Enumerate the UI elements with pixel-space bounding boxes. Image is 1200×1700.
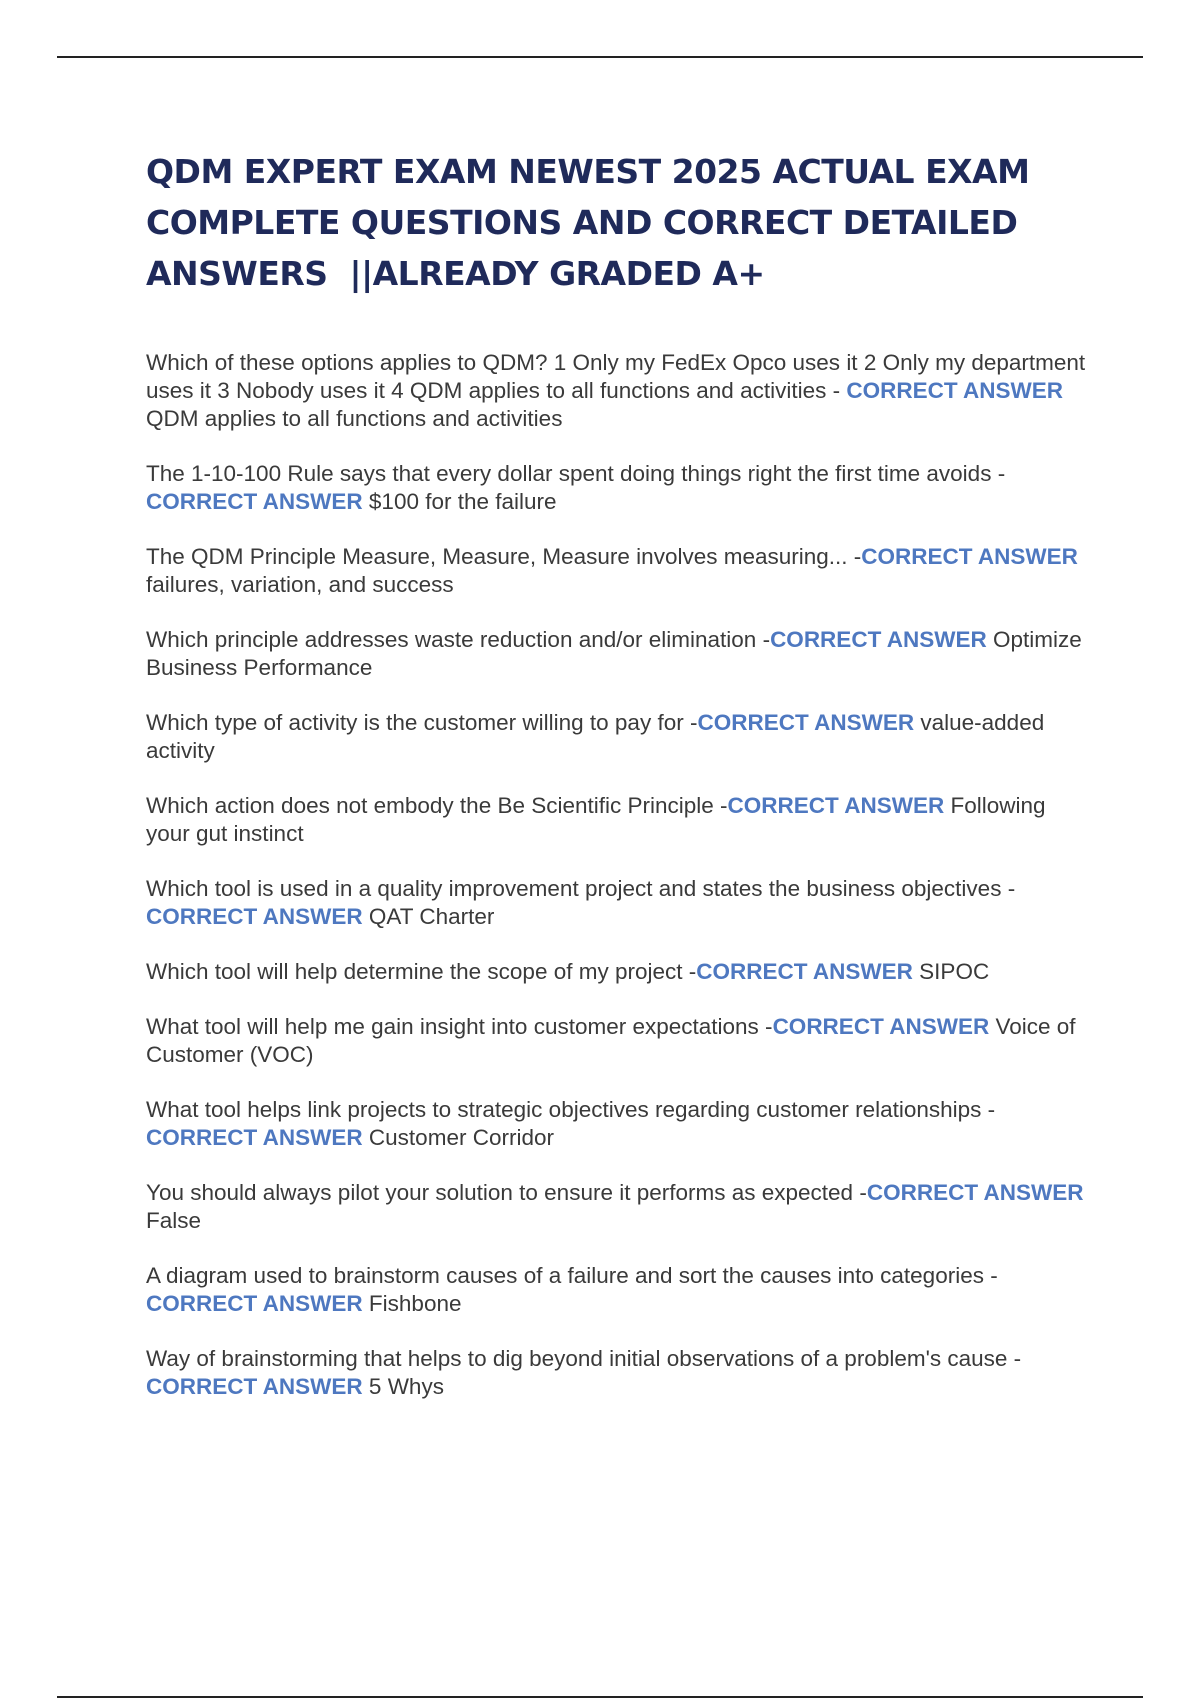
correct-answer-label: CORRECT ANSWER	[846, 378, 1064, 403]
correct-answer-label: CORRECT ANSWER	[866, 1180, 1084, 1205]
correct-answer-label: CORRECT ANSWER	[146, 489, 363, 514]
qa-item	[146, 958, 1091, 986]
correct-answer-label: CORRECT ANSWER	[697, 710, 915, 735]
answer-text: Following your gut instinct	[146, 793, 1046, 846]
correct-answer-label: CORRECT ANSWER	[696, 959, 913, 984]
qa-list	[146, 349, 1091, 1428]
question-text: The QDM Principle Measure, Measure, Measure involves measuring... -	[146, 544, 862, 569]
question-text: Which type of activity is the customer willing to pay for -	[146, 710, 698, 735]
answer-text: SIPOC	[912, 959, 990, 984]
question-text: What tool will help me gain insight into customer expectations -	[146, 1014, 773, 1039]
correct-answer-label: CORRECT ANSWER	[770, 627, 987, 652]
correct-answer-label: CORRECT ANSWER	[727, 793, 945, 818]
answer-text: 5 Whys	[362, 1374, 444, 1399]
question-text: Which tool is used in a quality improvement project and states the business objectives -	[146, 876, 1016, 901]
qa-item	[146, 709, 1091, 765]
qa-item	[146, 460, 1091, 516]
qa-item	[146, 1179, 1091, 1235]
qa-item	[146, 1262, 1091, 1318]
qa-item	[146, 349, 1091, 433]
answer-text: Fishbone	[362, 1291, 462, 1316]
question-text: Which principle addresses waste reduction and/or elimination -	[146, 627, 771, 652]
question-text: Way of brainstorming that helps to dig beyond initial observations of a problem's cause -	[146, 1346, 1022, 1371]
question-text: Which of these options applies to QDM? 1 Only my FedEx Opco uses it 2 Only my department uses it 3 Nobody uses it 4 QDM applies to all functions and activities -	[146, 350, 1086, 403]
qa-item	[146, 792, 1091, 848]
answer-text: failures, variation, and success	[146, 572, 454, 597]
correct-answer-label: CORRECT ANSWER	[146, 904, 363, 929]
qa-item	[146, 875, 1091, 931]
qa-item	[146, 543, 1091, 599]
qa-item	[146, 1096, 1091, 1152]
answer-text: value-added activity	[146, 710, 1045, 763]
question-text: What tool helps link projects to strategic objectives regarding customer relationships -	[146, 1097, 996, 1122]
question-text: A diagram used to brainstorm causes of a failure and sort the causes into categories -	[146, 1263, 998, 1288]
question-text: You should always pilot your solution to ensure it performs as expected -	[146, 1180, 867, 1205]
qa-item	[146, 1345, 1091, 1401]
correct-answer-label: CORRECT ANSWER	[861, 544, 1078, 569]
answer-text: Voice of Customer (VOC)	[146, 1014, 1076, 1067]
question-text: Which action does not embody the Be Scientific Principle -	[146, 793, 728, 818]
correct-answer-label: CORRECT ANSWER	[146, 1374, 363, 1399]
answer-text: False	[146, 1208, 202, 1233]
correct-answer-label: CORRECT ANSWER	[146, 1291, 363, 1316]
top-rule	[57, 56, 1143, 58]
document-title: QDM EXPERT EXAM NEWEST 2025 ACTUAL EXAM COMPLETE QUESTIONS AND CORRECT DETAILED ANSWERS ||ALREADY GRADED A+	[146, 152, 1041, 293]
question-text: The 1-10-100 Rule says that every dollar spent doing things right the first time avoids -	[146, 461, 1006, 486]
answer-text: Customer Corridor	[362, 1125, 554, 1150]
bottom-rule	[57, 1696, 1143, 1698]
correct-answer-label: CORRECT ANSWER	[772, 1014, 990, 1039]
answer-text: $100 for the failure	[362, 489, 557, 514]
answer-text: QDM applies to all functions and activities	[146, 406, 563, 431]
qa-item	[146, 626, 1091, 682]
answer-text: Optimize Business Performance	[146, 627, 1082, 680]
correct-answer-label: CORRECT ANSWER	[146, 1125, 363, 1150]
answer-text: QAT Charter	[362, 904, 495, 929]
qa-item	[146, 1013, 1091, 1069]
question-text: Which tool will help determine the scope of my project -	[146, 959, 697, 984]
